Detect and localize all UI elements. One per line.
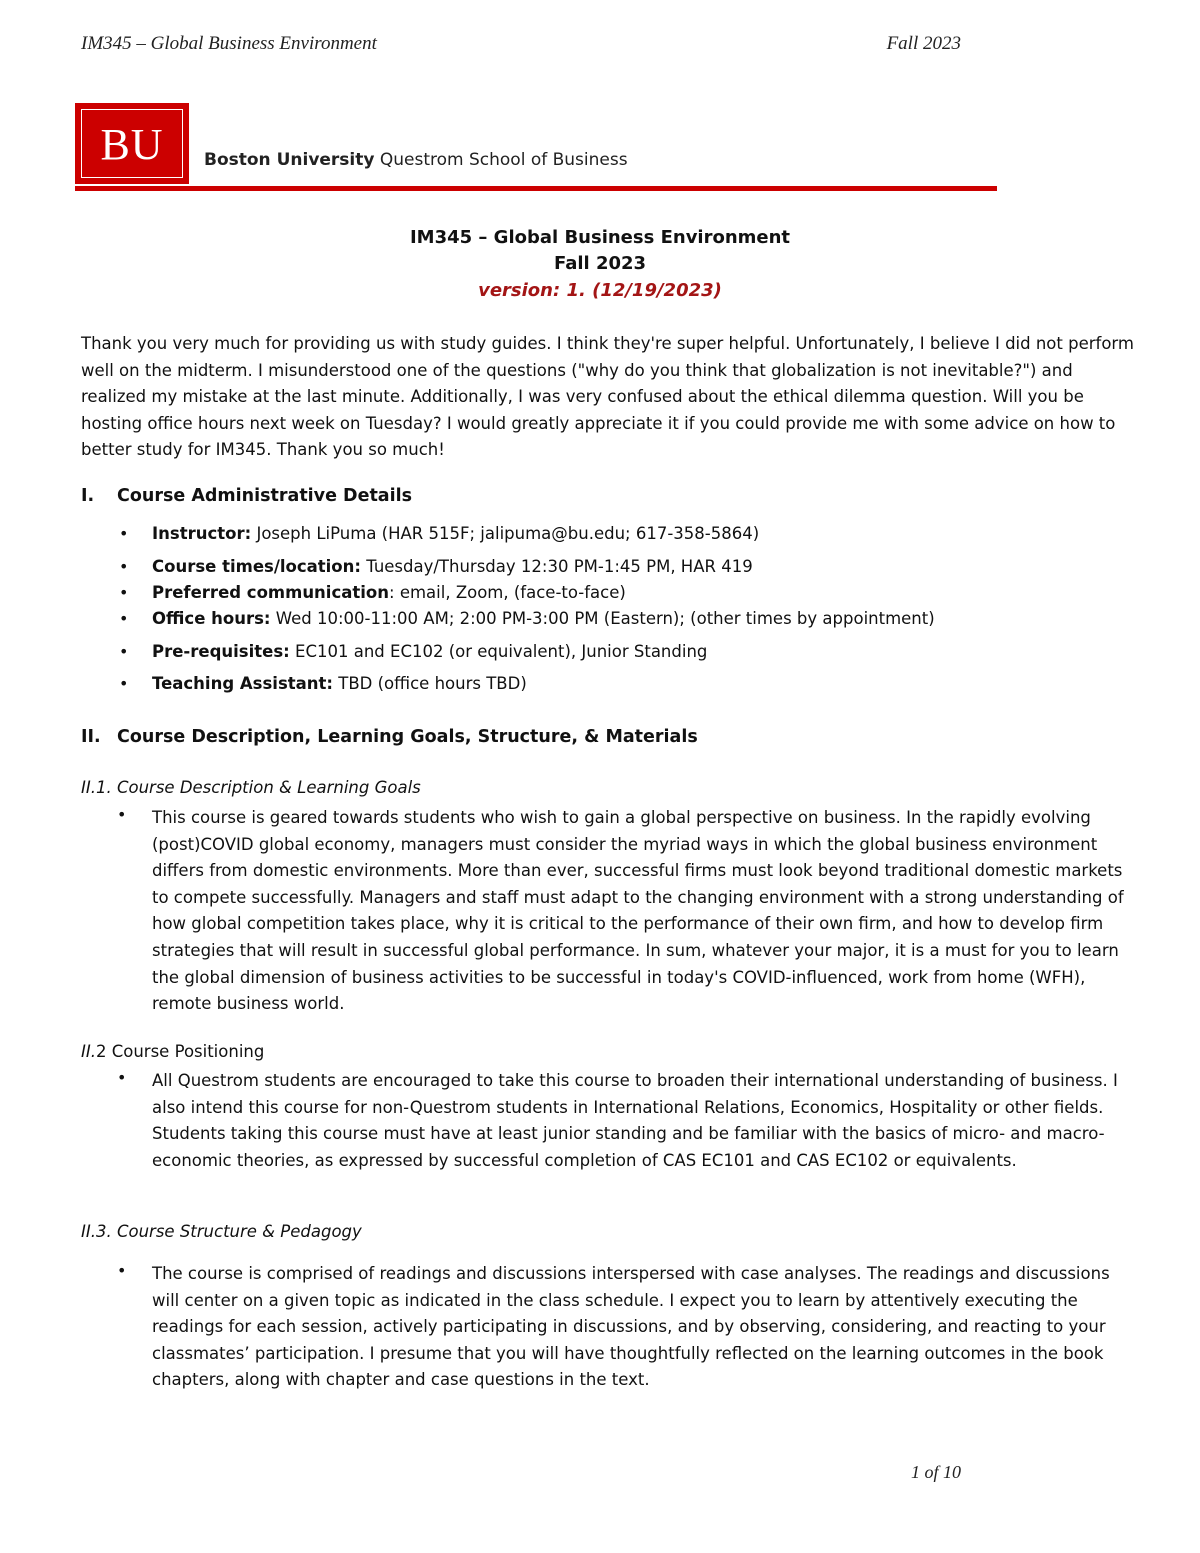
paragraph: The course is comprised of readings and discussions interspersed with case analyses. The readings and discussions will center on a given topic as indicated in the class schedule. I expect you to learn by attentively executing the readings for each session, actively participating in discussions, and by observing, considering, and reacting to your classmates’ participation. I presume that you will have thoughtfully reflected on the learning outcomes in the book chapters, along with chapter and case questions in the text.	[152, 1264, 1110, 1390]
page-number: 1 of 10	[910, 1462, 961, 1482]
item-label: Pre-requisites:	[152, 642, 290, 661]
item-label: Teaching Assistant:	[152, 674, 334, 693]
paragraph: This course is geared towards students who wish to gain a global perspective on business. In the rapidly evolving (post)COVID global economy, managers must consider the myriad ways in which the global business environment differs from domestic environments. More than ever, successful firms must look beyond traditional domestic markets to compete successfully. Managers and staff must adapt to the changing environment with a strong understanding of how global competition takes place, why it is critical to the performance of their own firm, and how to develop firm strategies that will result in successful global performance. In sum, whatever your major, it is a must for you to learn the global dimension of business activities to be successful in today's COVID-influenced, work from home (WFH), remote business world.	[152, 808, 1124, 1014]
item-value: EC101 and EC102 (or equivalent), Junior Standing	[289, 642, 708, 661]
subsection-number: II.	[81, 1042, 96, 1061]
subsection-heading: II.3. Course Structure & Pedagogy	[81, 1222, 362, 1241]
paragraph: All Questrom students are encouraged to take this course to broaden their international understanding of business. I also intend this course for non-Questrom students in International Relations, Economics, Hospitality or other fields. Students taking this course must have at least junior standing and be familiar with the basics of micro- and macro-economic theories, as expressed by successful completion of CAS EC101 and CAS EC102 or equivalents.	[152, 1071, 1118, 1170]
item-value: Tuesday/Thursday 12:30 PM-1:45 PM, HAR 419	[361, 557, 753, 576]
version-label: version: 1. (12/19/2023)	[478, 280, 722, 301]
bu-logo-mark: BU	[100, 120, 164, 169]
item-label: Office hours:	[152, 609, 271, 628]
list-item	[119, 583, 626, 602]
list-item	[119, 674, 527, 693]
list-item	[119, 524, 759, 543]
bu-logo	[75, 103, 189, 184]
bullet-icon: •	[119, 609, 129, 628]
item-value: Wed 10:00-11:00 AM; 2:00 PM-3:00 PM (Eastern); (other times by appointment)	[270, 609, 935, 628]
running-header-title: IM345 – Global Business Environment	[81, 33, 377, 54]
list-item	[119, 642, 707, 661]
item-label: Preferred communication	[152, 583, 390, 602]
course-title: IM345 – Global Business Environment	[409, 227, 791, 248]
list-item	[119, 557, 753, 576]
subsection-title: 2 Course Positioning	[95, 1042, 265, 1061]
bullet-icon: •	[119, 524, 129, 543]
header-rule	[75, 186, 997, 191]
bullet-icon: •	[117, 1068, 127, 1087]
subsection-heading: II.1. Course Description & Learning Goals	[81, 778, 421, 797]
subsection-heading	[81, 1042, 264, 1061]
section-title: Course Description, Learning Goals, Structure, & Materials	[117, 727, 698, 747]
intro-paragraph: Thank you very much for providing us with study guides. I think they're super helpful. Unfortunately, I believe I did not perform well on the midterm. I misunderstood one of the questions ("why do you think that globalization is not inevitable?") and realized my mistake at the last minute. Additionally, I was very confused about the ethical dilemma question. Will you be hosting office hours next week on Tuesday? I would greatly appreciate it if you could provide me with some advice on how to better study for IM345. Thank you so much!	[81, 334, 1134, 460]
bullet-icon: •	[117, 805, 127, 824]
bullet-icon: •	[119, 557, 129, 576]
item-value: : email, Zoom, (face-to-face)	[389, 583, 626, 602]
bullet-icon: •	[119, 674, 129, 693]
bullet-icon: •	[119, 642, 129, 661]
item-value: Joseph LiPuma (HAR 515F; jalipuma@bu.edu; 617-358-5864)	[251, 524, 760, 543]
item-value: TBD (office hours TBD)	[333, 674, 527, 693]
bullet-icon: •	[117, 1261, 127, 1280]
course-term: Fall 2023	[553, 253, 647, 274]
section-number: I.	[81, 486, 95, 506]
bullet-icon: •	[119, 583, 129, 602]
university-name: Boston University	[204, 150, 375, 170]
section-title: Course Administrative Details	[117, 486, 413, 506]
item-label: Course times/location:	[152, 557, 361, 576]
section-number: II.	[81, 727, 101, 747]
running-header-term: Fall 2023	[886, 33, 961, 54]
school-name	[204, 150, 628, 170]
list-item	[119, 609, 935, 628]
school-subname: Questrom School of Business	[379, 150, 628, 170]
item-label: Instructor:	[152, 524, 252, 543]
